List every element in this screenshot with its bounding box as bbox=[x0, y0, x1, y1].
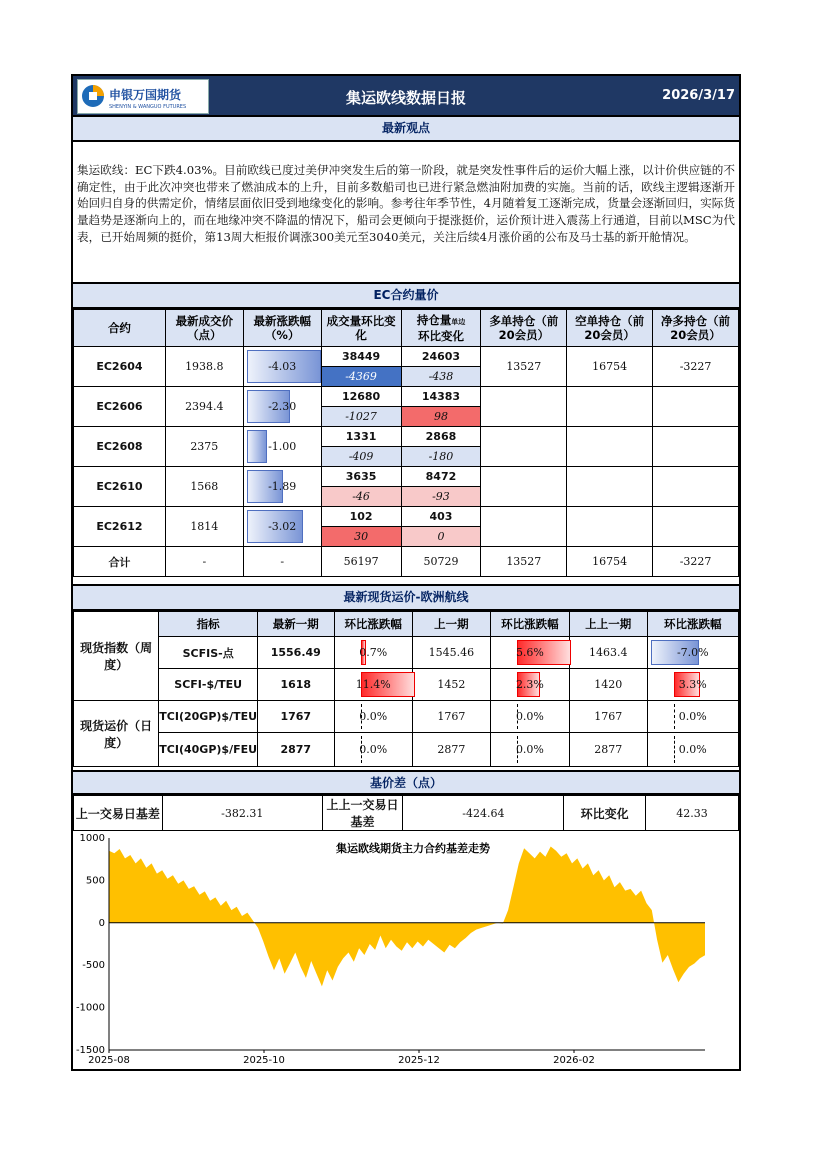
ec-table bbox=[73, 309, 739, 577]
basis-value-prev: -382.31 bbox=[162, 796, 322, 831]
x-tick-label: 2025-08 bbox=[88, 1055, 130, 1066]
spot-change bbox=[334, 669, 412, 701]
contract-name: EC2608 bbox=[74, 427, 166, 467]
net-position bbox=[653, 467, 739, 507]
contract-name: EC2612 bbox=[74, 507, 166, 547]
spot-col-chg2: 环比涨跌幅 bbox=[490, 612, 569, 637]
contract-price: 2375 bbox=[165, 427, 243, 467]
col-oi-change: 环比变化 bbox=[417, 329, 464, 343]
oi-change: 98 bbox=[401, 407, 481, 427]
spot-latest: 2877 bbox=[258, 733, 334, 767]
volume: 3635 bbox=[321, 467, 401, 487]
total-vol: 56197 bbox=[321, 547, 401, 577]
view-text: 集运欧线：EC下跌4.03%。目前欧线已度过美伊冲突发生后的第一阶段，就是突发性事件后的运价大幅上涨，以计价供应链的不确定性，由于此次冲突也带来了燃油成本的上升，目前多数船司也已进行紧急燃油附加费的实施。当前的话，欧线主逻辑逐渐开始回归自身的供需定价，情绪层面依旧受到地缘变化的影响。参考往年季节性，4月随着复工逐渐完成，货量会逐渐回归，实际货量趋势是逐渐向上的，而在地缘冲突不降温的情况下，船司会更倾向于提涨挺价，运价预计进入震荡上行通道，目前以MSC为代表，已开始周频的挺价，第13周大柜报价调涨300美元至3040美元，关注后续4月涨价函的公布及马士基的新开舱情况。 bbox=[73, 142, 739, 284]
col-volume: 成交量环比变化 bbox=[321, 310, 401, 347]
contract-price: 1568 bbox=[165, 467, 243, 507]
volume-change: 30 bbox=[321, 527, 401, 547]
spot-prev: 1545.46 bbox=[412, 637, 490, 669]
table-row bbox=[74, 427, 739, 447]
spot-prev2: 1463.4 bbox=[569, 637, 647, 669]
spot-change-value: 0.0% bbox=[515, 710, 544, 723]
spot-prev: 2877 bbox=[412, 733, 490, 767]
ec-section-title: EC合约量价 bbox=[73, 284, 739, 309]
basis-label-prev: 上一交易日基差 bbox=[74, 796, 163, 831]
basis-chart-svg bbox=[73, 828, 739, 1069]
change-value: -2.30 bbox=[268, 400, 297, 413]
spot-change-value: 0.0% bbox=[359, 710, 388, 723]
contract-price: 1938.8 bbox=[165, 347, 243, 387]
contract-name: EC2606 bbox=[74, 387, 166, 427]
x-tick-label: 2025-12 bbox=[398, 1055, 440, 1066]
long-position bbox=[481, 387, 567, 427]
zero-line bbox=[674, 704, 675, 729]
total-net: -3227 bbox=[653, 547, 739, 577]
long-position bbox=[481, 427, 567, 467]
net-position bbox=[653, 387, 739, 427]
col-short: 空单持仓（前20会员） bbox=[567, 310, 653, 347]
report-header bbox=[73, 76, 739, 117]
spot-change-value: 0.0% bbox=[678, 743, 707, 756]
report-frame bbox=[71, 74, 741, 1071]
contract-price: 1814 bbox=[165, 507, 243, 547]
col-oi-unilateral: 单边 bbox=[451, 318, 466, 326]
change-value: -4.03 bbox=[268, 360, 297, 373]
volume-change: -4369 bbox=[321, 367, 401, 387]
change-value: -3.02 bbox=[268, 520, 297, 533]
total-oi: 50729 bbox=[401, 547, 481, 577]
spot-indicator: SCFIS-点 bbox=[159, 637, 258, 669]
spot-change bbox=[490, 701, 569, 733]
volume: 38449 bbox=[321, 347, 401, 367]
spot-change-value: 2.3% bbox=[515, 678, 544, 691]
spot-change bbox=[334, 701, 412, 733]
total-long: 13527 bbox=[481, 547, 567, 577]
y-tick-label: 0 bbox=[98, 917, 105, 929]
spot-prev: 1767 bbox=[412, 701, 490, 733]
spot-change-value: 0.0% bbox=[359, 743, 388, 756]
spot-prev2: 1767 bbox=[569, 701, 647, 733]
open-interest: 2868 bbox=[401, 427, 481, 447]
change-bar bbox=[247, 430, 267, 463]
contract-change bbox=[243, 427, 321, 467]
spot-change-value: 0.7% bbox=[359, 646, 388, 659]
open-interest: 14383 bbox=[401, 387, 481, 407]
spot-col-chg3: 环比涨跌幅 bbox=[647, 612, 738, 637]
logo-text: 申银万国期货 bbox=[109, 88, 182, 102]
spot-prev: 1452 bbox=[412, 669, 490, 701]
zero-line bbox=[674, 736, 675, 763]
spot-prev2: 1420 bbox=[569, 669, 647, 701]
total-short: 16754 bbox=[567, 547, 653, 577]
short-position bbox=[567, 507, 653, 547]
total-price: - bbox=[165, 547, 243, 577]
col-contract: 合约 bbox=[74, 310, 166, 347]
long-position bbox=[481, 507, 567, 547]
col-net: 净多持仓（前20会员） bbox=[653, 310, 739, 347]
spot-change-value: 11.4% bbox=[355, 678, 391, 691]
spot-col-chg1: 环比涨跌幅 bbox=[334, 612, 412, 637]
volume-change: -46 bbox=[321, 487, 401, 507]
spot-group-daily: 现货运价（日度） bbox=[74, 701, 159, 767]
y-tick-label: -1500 bbox=[75, 1045, 105, 1056]
col-oi-label: 持仓量 bbox=[416, 313, 452, 327]
volume-change: -1027 bbox=[321, 407, 401, 427]
volume: 12680 bbox=[321, 387, 401, 407]
spot-change-value: 0.0% bbox=[678, 710, 707, 723]
spot-section-title: 最新现货运价-欧洲航线 bbox=[73, 584, 739, 611]
spot-change bbox=[334, 733, 412, 767]
volume: 1331 bbox=[321, 427, 401, 447]
spot-change bbox=[647, 669, 738, 701]
spot-indicator: TCI(20GP)$/TEU bbox=[159, 701, 258, 733]
table-row bbox=[74, 347, 739, 367]
spot-change-value: 5.6% bbox=[515, 646, 544, 659]
basis-label-prev2: 上上一交易日基差 bbox=[322, 796, 403, 831]
contract-name: EC2610 bbox=[74, 467, 166, 507]
spot-change bbox=[647, 733, 738, 767]
spot-col-prev: 上一期 bbox=[412, 612, 490, 637]
total-row bbox=[74, 547, 739, 577]
report-title: 集运欧线数据日报 bbox=[345, 89, 466, 107]
net-position bbox=[653, 507, 739, 547]
basis-label-change: 环比变化 bbox=[564, 796, 646, 831]
contract-change bbox=[243, 507, 321, 547]
oi-change: -93 bbox=[401, 487, 481, 507]
col-oi bbox=[401, 310, 481, 347]
contract-name: EC2604 bbox=[74, 347, 166, 387]
spot-col-indicator: 指标 bbox=[159, 612, 258, 637]
y-tick-label: 500 bbox=[85, 875, 105, 887]
change-value: -1.00 bbox=[268, 440, 297, 453]
basis-value-change: 42.33 bbox=[646, 796, 739, 831]
oi-change: -438 bbox=[401, 367, 481, 387]
spot-group-weekly: 现货指数（周度） bbox=[74, 612, 159, 701]
change-value: -1.89 bbox=[268, 480, 297, 493]
x-tick-label: 2025-10 bbox=[243, 1055, 285, 1066]
contract-price: 2394.4 bbox=[165, 387, 243, 427]
y-tick-label: -500 bbox=[82, 960, 105, 972]
spot-change-value: 3.3% bbox=[678, 678, 707, 691]
spot-prev2: 2877 bbox=[569, 733, 647, 767]
oi-change: -180 bbox=[401, 447, 481, 467]
chart-title: 集运欧线期货主力合约基差走势 bbox=[336, 842, 490, 855]
spot-indicator: SCFI-$/TEU bbox=[159, 669, 258, 701]
basis-chart bbox=[73, 828, 739, 1069]
contract-change bbox=[243, 467, 321, 507]
spot-col-latest: 最新一期 bbox=[258, 612, 334, 637]
col-change: 最新涨跌幅（%） bbox=[243, 310, 321, 347]
spot-change bbox=[647, 637, 738, 669]
long-position bbox=[481, 467, 567, 507]
y-tick-label: 1000 bbox=[79, 833, 105, 844]
contract-change bbox=[243, 347, 321, 387]
spot-indicator: TCI(40GP)$/FEU bbox=[159, 733, 258, 767]
contract-change bbox=[243, 387, 321, 427]
spot-change-value: -7.0% bbox=[676, 646, 709, 659]
y-tick-label: -1000 bbox=[75, 1002, 105, 1014]
col-price: 最新成交价（点） bbox=[165, 310, 243, 347]
spot-latest: 1767 bbox=[258, 701, 334, 733]
logo-subtext: SHENYIN & WANGUO FUTURES bbox=[109, 104, 187, 110]
basis-section-title: 基价差（点） bbox=[73, 770, 739, 795]
open-interest: 8472 bbox=[401, 467, 481, 487]
spot-latest: 1618 bbox=[258, 669, 334, 701]
table-row bbox=[74, 467, 739, 487]
basis-area bbox=[109, 847, 705, 987]
short-position bbox=[567, 387, 653, 427]
basis-table bbox=[73, 795, 739, 831]
spot-change bbox=[334, 637, 412, 669]
spot-change-value: 0.0% bbox=[515, 743, 544, 756]
short-position: 16754 bbox=[567, 347, 653, 387]
long-position: 13527 bbox=[481, 347, 567, 387]
total-chg: - bbox=[243, 547, 321, 577]
spot-change bbox=[647, 701, 738, 733]
oi-change: 0 bbox=[401, 527, 481, 547]
spot-latest: 1556.49 bbox=[258, 637, 334, 669]
report-date: 2026/3/17 bbox=[662, 88, 735, 103]
table-row bbox=[74, 507, 739, 527]
spot-table bbox=[73, 611, 739, 767]
col-long: 多单持仓（前20会员） bbox=[481, 310, 567, 347]
spot-col-prev2: 上上一期 bbox=[569, 612, 647, 637]
view-section-title: 最新观点 bbox=[73, 117, 739, 142]
spot-change bbox=[490, 637, 569, 669]
total-name: 合计 bbox=[74, 547, 166, 577]
volume: 102 bbox=[321, 507, 401, 527]
table-row bbox=[74, 387, 739, 407]
spot-change bbox=[490, 733, 569, 767]
basis-value-prev2: -424.64 bbox=[403, 796, 564, 831]
volume-change: -409 bbox=[321, 447, 401, 467]
short-position bbox=[567, 467, 653, 507]
short-position bbox=[567, 427, 653, 467]
x-tick-label: 2026-02 bbox=[553, 1055, 595, 1066]
net-position bbox=[653, 427, 739, 467]
spot-change bbox=[490, 669, 569, 701]
open-interest: 24603 bbox=[401, 347, 481, 367]
open-interest: 403 bbox=[401, 507, 481, 527]
net-position: -3227 bbox=[653, 347, 739, 387]
